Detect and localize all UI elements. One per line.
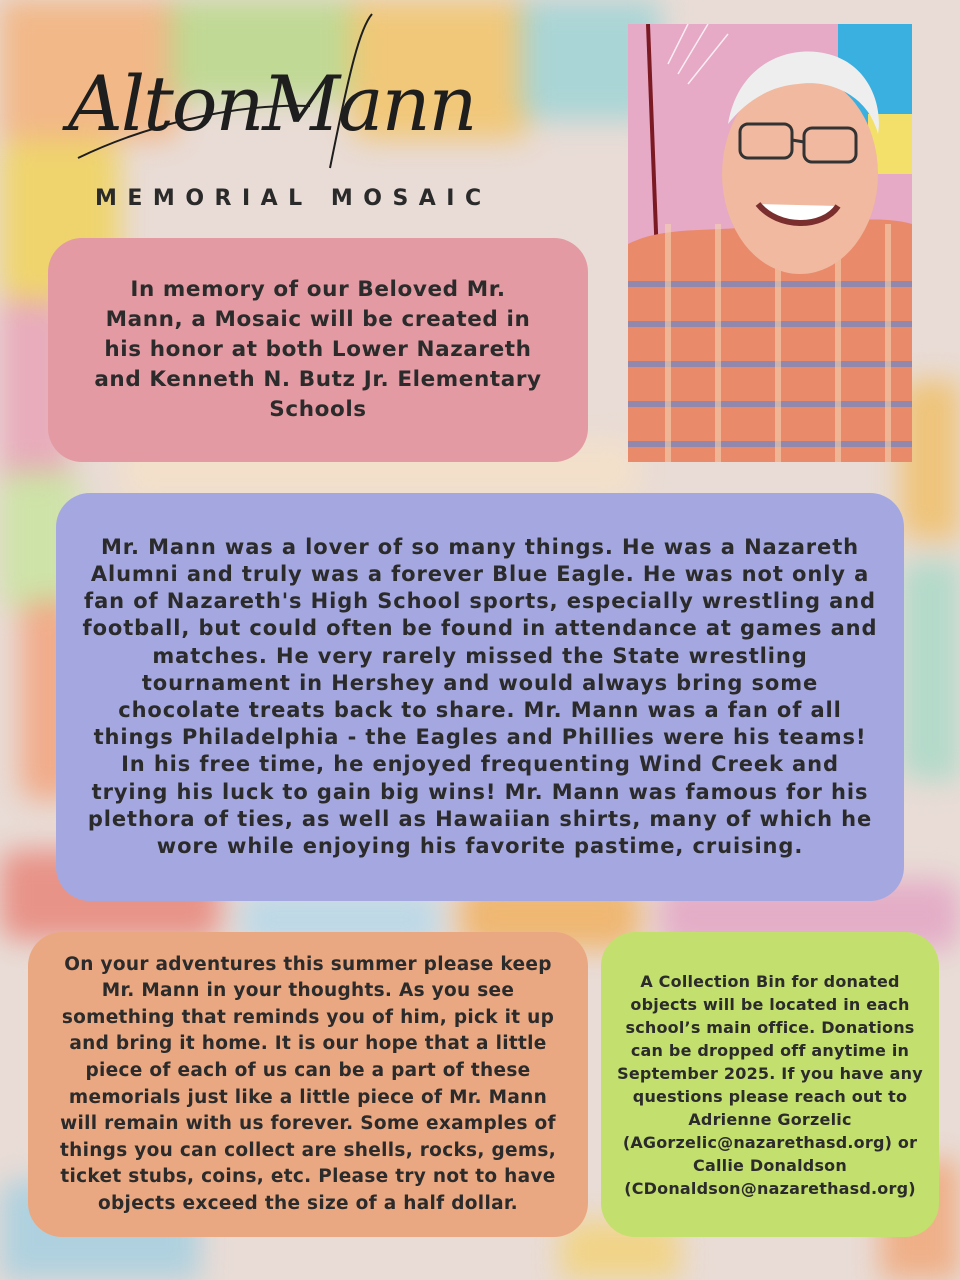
portrait-photo	[628, 24, 912, 462]
memory-card	[48, 238, 588, 462]
collection-bin-card	[601, 932, 939, 1237]
memorial-mosaic-subtitle: MEMORIAL MOSAIC	[95, 186, 492, 211]
memory-text: In memory of our Beloved Mr. Mann, a Mosaic will be created in his honor at both Lower Nazareth and Kenneth N. Butz Jr. Elementary Schools	[94, 277, 542, 422]
collection-text: A Collection Bin for donated objects will be located in each school’s main office. Donations can be dropped off anytime in September 2025. If you have any questions please reach out to Adrienne Gorzelic (AGorzelic@nazarethasd.org) or Callie Donaldson (CDonaldson@nazarethasd.org)	[617, 971, 923, 1198]
about-card	[56, 493, 904, 901]
script-title	[60, 8, 520, 188]
about-text: Mr. Mann was a lover of so many things. He was a Nazareth Alumni and truly was a forever Blue Eagle. He was not only a fan of Nazareth's High School sports, especially wrestling and football, but could often be found in attendance at games and matches. He very rarely missed the State wrestling tournament in Hershey and would always bring some chocolate treats back to share. Mr. Mann was a fan of all things Philadelphia - the Eagles and Phillies were his teams! In his free time, he enjoyed frequenting Wind Creek and trying his luck to gain big wins! Mr. Mann was famous for his plethora of ties, as well as Hawaiian shirts, many of which he wore while enjoying his favorite pastime, cruising.	[82, 534, 878, 859]
script-title-text: AltonMann	[68, 59, 476, 148]
summer-card	[28, 932, 588, 1237]
summer-text: On your adventures this summer please keep Mr. Mann in your thoughts. As you see something that reminds you of him, pick it up and bring it home. It is our hope that a little piece of each of us can be a part of these memorials just like a little piece of Mr. Mann will remain with us forever. Some examples of things you can collect are shells, rocks, gems, ticket stubs, coins, etc. Please try not to have objects exceed the size of a half dollar.	[59, 953, 557, 1214]
